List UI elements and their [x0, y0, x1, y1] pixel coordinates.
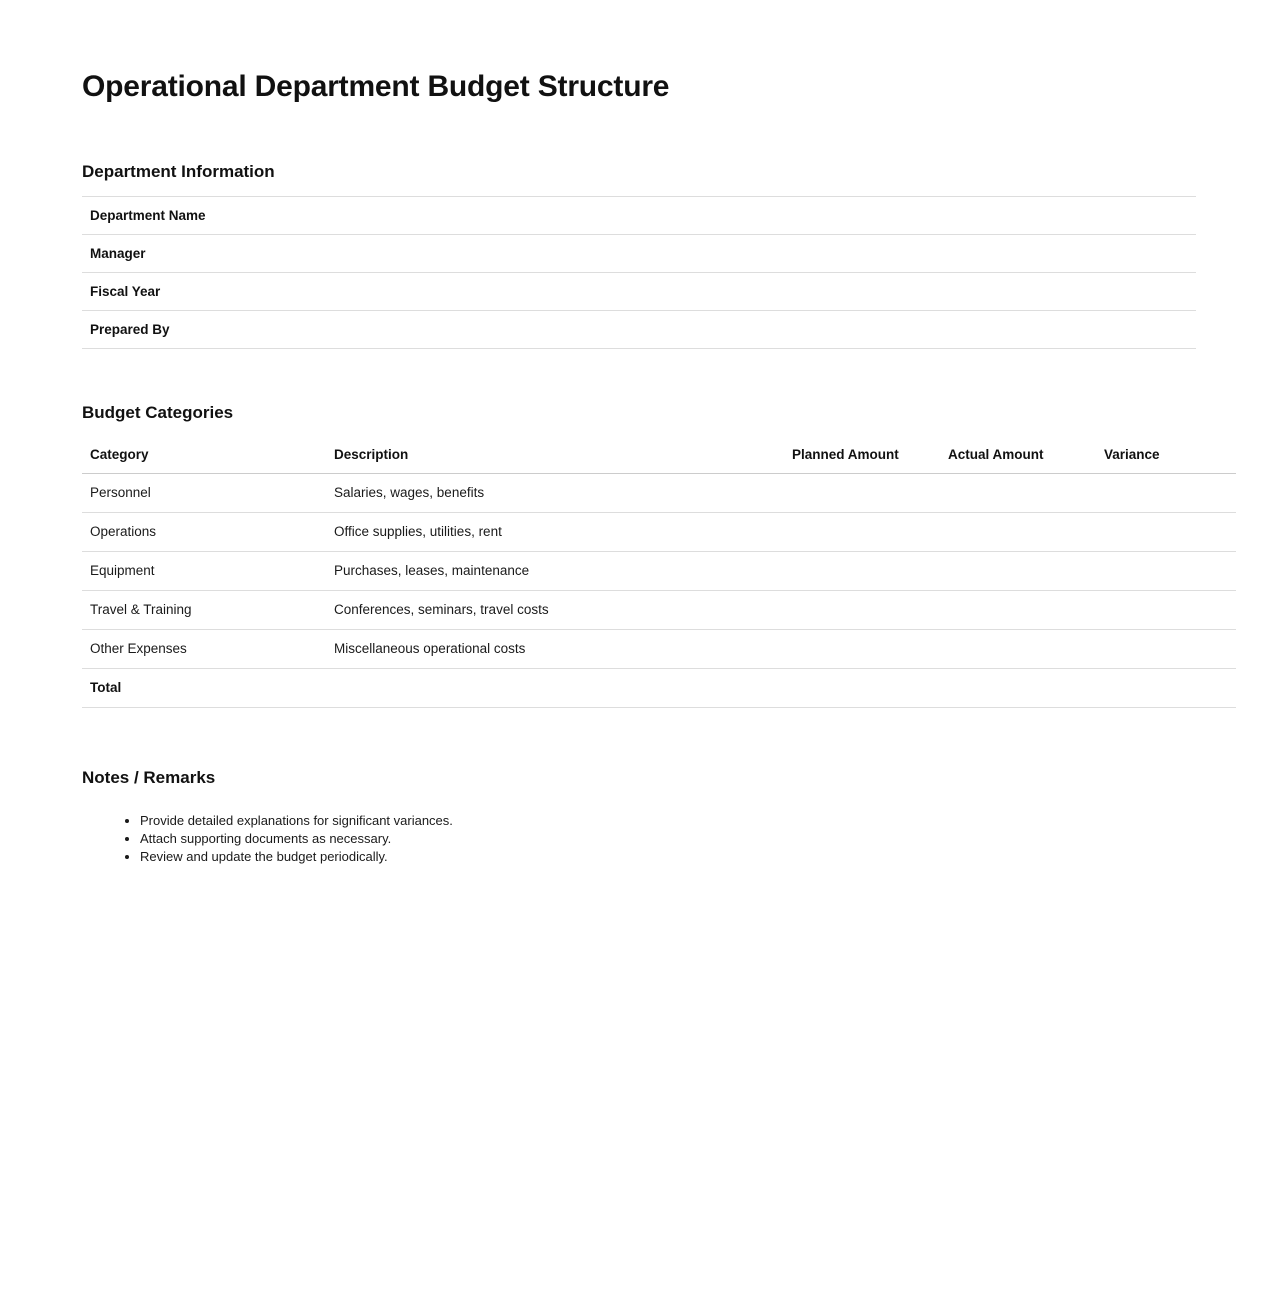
cell-planned-amount — [784, 630, 940, 669]
notes-section — [82, 768, 1198, 865]
cell-actual-amount — [940, 591, 1096, 630]
cell-description: Office supplies, utilities, rent — [326, 513, 784, 552]
budget-categories-section — [82, 403, 1198, 708]
cell-category: Equipment — [82, 552, 326, 591]
table-row — [82, 311, 1196, 349]
cell-actual-amount — [940, 552, 1096, 591]
cell-variance — [1096, 513, 1236, 552]
cell-total-label: Total — [82, 669, 326, 708]
cell-actual-amount — [940, 474, 1096, 513]
cell-total-actual-amount — [940, 669, 1096, 708]
cell-category: Personnel — [82, 474, 326, 513]
table-row — [82, 273, 1196, 311]
table-row — [82, 197, 1196, 235]
column-header-description: Description — [326, 437, 784, 474]
column-header-planned-amount: Planned Amount — [784, 437, 940, 474]
cell-total-description — [326, 669, 784, 708]
cell-category: Travel & Training — [82, 591, 326, 630]
table-row — [82, 513, 1236, 552]
section-title-notes: Notes / Remarks — [82, 768, 216, 787]
cell-variance — [1096, 474, 1236, 513]
list-item: • Attach supporting documents as necessary. — [140, 830, 1198, 847]
column-header-variance: Variance — [1096, 437, 1236, 474]
department-information-section — [82, 162, 1198, 349]
department-information-table — [82, 196, 1196, 349]
cell-planned-amount — [784, 591, 940, 630]
field-label-manager: Manager — [82, 235, 1196, 273]
list-item: • Provide detailed explanations for significant variances. — [140, 812, 1198, 829]
cell-description: Purchases, leases, maintenance — [326, 552, 784, 591]
column-header-actual-amount: Actual Amount — [940, 437, 1096, 474]
cell-planned-amount — [784, 474, 940, 513]
cell-actual-amount — [940, 630, 1096, 669]
cell-category: Operations — [82, 513, 326, 552]
cell-variance — [1096, 630, 1236, 669]
page-title: Operational Department Budget Structure — [82, 70, 670, 103]
table-row — [82, 552, 1236, 591]
table-row — [82, 630, 1236, 669]
section-title-department-information: Department Information — [82, 162, 275, 181]
cell-planned-amount — [784, 552, 940, 591]
cell-total-planned-amount — [784, 669, 940, 708]
field-label-department-name: Department Name — [82, 197, 1196, 235]
field-label-prepared-by: Prepared By — [82, 311, 1196, 349]
cell-description: Miscellaneous operational costs — [326, 630, 784, 669]
cell-category: Other Expenses — [82, 630, 326, 669]
notes-list — [82, 812, 1198, 865]
table-row — [82, 474, 1236, 513]
table-header-row — [82, 437, 1236, 474]
column-header-category: Category — [82, 437, 326, 474]
budget-categories-table — [82, 437, 1236, 708]
table-row — [82, 235, 1196, 273]
field-label-fiscal-year: Fiscal Year — [82, 273, 1196, 311]
table-row — [82, 591, 1236, 630]
cell-planned-amount — [784, 513, 940, 552]
list-item: • Review and update the budget periodically. — [140, 848, 1198, 865]
cell-actual-amount — [940, 513, 1096, 552]
section-title-budget-categories: Budget Categories — [82, 403, 234, 422]
cell-total-variance — [1096, 669, 1236, 708]
cell-variance — [1096, 552, 1236, 591]
cell-variance — [1096, 591, 1236, 630]
cell-description: Salaries, wages, benefits — [326, 474, 784, 513]
table-row-total — [82, 669, 1236, 708]
cell-description: Conferences, seminars, travel costs — [326, 591, 784, 630]
